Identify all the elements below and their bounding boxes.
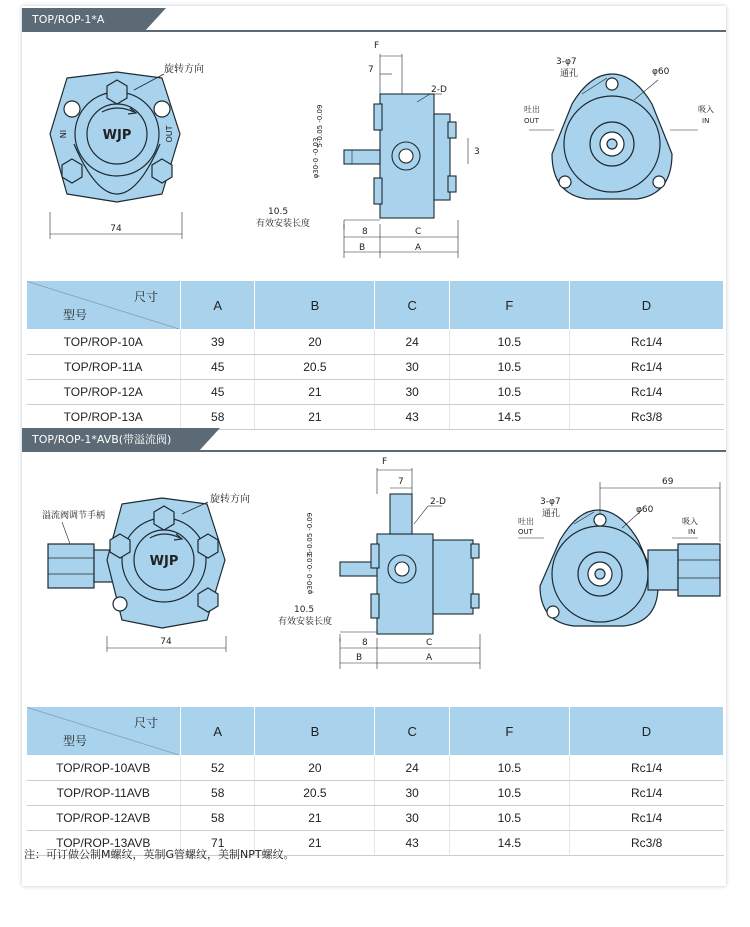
table-row: TOP/ROP-12A 45 21 30 10.5 Rc1/4: [27, 380, 724, 405]
dim-c: C: [415, 227, 422, 237]
col-header: D: [569, 707, 723, 756]
dia-label: φ60: [652, 67, 670, 77]
col-header: B: [255, 707, 375, 756]
in-en-label: IN: [702, 117, 710, 125]
out-port-label: OUT: [165, 125, 174, 143]
install-length-label: 有效安装长度: [256, 219, 311, 229]
out-en-label-2: OUT: [518, 528, 533, 536]
dim-5: 5-0.05 -0.09: [316, 104, 324, 148]
dim-c-2: C: [426, 638, 433, 648]
dim-8-2: 8: [362, 638, 368, 648]
dim-69: 69: [662, 477, 674, 487]
spec-table-2: [26, 706, 724, 856]
table-row: TOP/ROP-12AVB 58 21 30 10.5 Rc1/4: [27, 806, 724, 831]
table-row: TOP/ROP-11AVB 58 20.5 30 10.5 Rc1/4: [27, 781, 724, 806]
section2-drawing: [22, 454, 726, 676]
table-row: TOP/ROP-13AVB 71 21 43 14.5 Rc3/8: [27, 831, 724, 856]
spec-table-1: [26, 280, 724, 430]
section1-title: TOP/ROP-1*A: [22, 8, 144, 32]
out-cn-label-2: 吐出: [518, 517, 534, 526]
table-row: TOP/ROP-10A 39 20 24 10.5 Rc1/4: [27, 330, 724, 355]
dim-2d-2: 2-D: [430, 497, 446, 507]
col-header: D: [569, 281, 723, 330]
dim-f-2: F: [382, 457, 388, 467]
out-en-label: OUT: [524, 117, 539, 125]
logo-text: WJP: [102, 128, 132, 143]
section2-header: [22, 428, 726, 452]
valve-label: 溢流阀调节手柄: [42, 511, 106, 521]
section1-drawing: [22, 34, 726, 266]
table-row: TOP/ROP-13A 58 21 43 14.5 Rc3/8: [27, 405, 724, 430]
section1-header: [22, 8, 726, 32]
dim-b-2: B: [356, 653, 363, 663]
through-hole-label-2: 通孔: [542, 509, 561, 519]
in-en-label-2: IN: [688, 528, 696, 536]
through-hole-label: 通孔: [560, 69, 579, 79]
dim-5-2: 5-0.05 -0.09: [306, 512, 314, 556]
col-header: A: [181, 281, 255, 330]
col-header: F: [449, 281, 569, 330]
front-view-1: [50, 72, 182, 239]
table-row: TOP/ROP-10AVB 52 20 24 10.5 Rc1/4: [27, 756, 724, 781]
dim-8: 8: [362, 227, 368, 237]
col-header: A: [181, 707, 255, 756]
dim-7-2: 7: [398, 477, 404, 487]
hole-count-label: 3-φ7: [556, 57, 577, 67]
col-header: C: [375, 281, 449, 330]
in-cn-label: 吸入: [698, 105, 714, 114]
front-view-2: [48, 498, 226, 652]
section2-title: TOP/ROP-1*AVB(带溢流阀): [22, 428, 198, 452]
dim-30-2: φ30-0 -0.03: [306, 553, 314, 595]
dim-30: φ30-0 -0.03: [312, 137, 320, 179]
out-cn-label: 吐出: [524, 105, 540, 114]
hole-count-label-2: 3-φ7: [540, 497, 561, 507]
front-width-dim-2: 74: [160, 637, 172, 647]
front-width-dim: 74: [110, 224, 122, 234]
rotation-label-2: 旋转方向: [210, 494, 250, 505]
col-header: C: [375, 707, 449, 756]
section1-diagrams: [22, 34, 726, 266]
col-header: F: [449, 707, 569, 756]
rotation-label: 旋转方向: [164, 64, 204, 75]
install-length-label-2: 有效安装长度: [278, 617, 333, 627]
dim-3: 3: [474, 147, 480, 157]
dim-a-2: A: [426, 653, 433, 663]
dim-10-5-2: 10.5: [294, 605, 315, 615]
table-corner: 尺寸 型号: [27, 281, 181, 330]
dim-a: A: [415, 243, 422, 253]
table-corner: 尺寸 型号: [27, 707, 181, 756]
col-header: B: [255, 281, 375, 330]
side-view-2: [340, 468, 480, 669]
table-row: TOP/ROP-11A 45 20.5 30 10.5 Rc1/4: [27, 355, 724, 380]
in-cn-label-2: 吸入: [682, 517, 698, 526]
dim-b: B: [359, 243, 366, 253]
table-header-row: [27, 281, 724, 330]
dim-10-5: 10.5: [268, 207, 289, 217]
footnote: 注：可订做公制M螺纹，英制G管螺纹，美制NPT螺纹。: [24, 848, 295, 861]
dia-label-2: φ60: [636, 505, 654, 515]
section2-diagrams: [22, 454, 726, 676]
logo-text-2: WJP: [149, 554, 179, 569]
dim-f: F: [374, 41, 380, 51]
table-header-row: [27, 707, 724, 756]
dim-7: 7: [368, 65, 374, 75]
rear-view-1: [529, 74, 698, 199]
in-port-label: IN: [58, 129, 67, 139]
dim-2d: 2-D: [431, 85, 447, 95]
